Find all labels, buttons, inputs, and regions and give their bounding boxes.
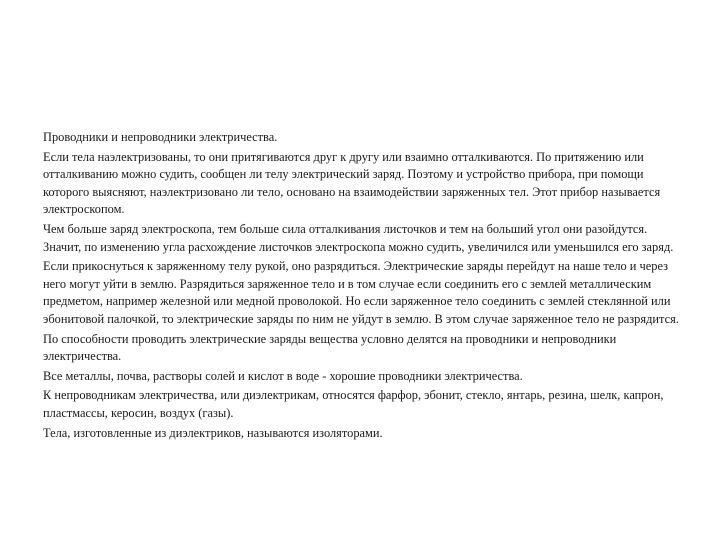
document-title-line: Проводники и непроводники электричества. bbox=[43, 130, 278, 144]
paragraph-discharge: Если прикоснуться к заряженному телу рукой, оно разрядиться. Электрические заряды перейдут на наше тело и через него могут уйти в землю. Разрядиться заряженное тело и в том случае если соединить его с землей металлическим предметом, например железной или медной проволокой. Но если заряженное тело соединить с землей стеклянной или эбонитовой палочкой, то электрические заряды по ним не уйдут в землю. В этом случае заряженное тело не разрядится. bbox=[43, 259, 679, 326]
paragraph-electroscope-charge: Чем больше заряд электроскопа, тем больше сила отталкивания листочков и тем на больший угол они разойдутся. Значит, по изменению угла расхождение листочков электроскопа можно судить, увеличился или уменьшился его заряд. bbox=[43, 221, 674, 254]
paragraph-insulators: Тела, изготовленные из диэлектриков, называются изоляторами. bbox=[43, 425, 383, 440]
paragraph-classification: По способности проводить электрические заряды вещества условно делятся на проводники и непроводники электричества. bbox=[43, 331, 617, 364]
document-body bbox=[43, 129, 683, 444]
paragraph-conductors: Все металлы, почва, растворы солей и кислот в воде - хорошие проводники электричества. bbox=[43, 368, 523, 383]
paragraph-dielectrics: К непроводникам электричества, или диэлектрикам, относятся фарфор, эбонит, стекло, янтарь, резина, шелк, капрон, пластмассы, керосин, воздух (газы). bbox=[43, 388, 664, 420]
paragraph-electrification: Если тела наэлектризованы, то они притягиваются друг к другу или взаимно отталкиваются. По притяжению или отталкиванию можно судить, сообщен ли телу электрический заряд. Поэтому и устройство прибора, при помощи которого выясняют, наэлектризовано ли тело, основано на взаимодействии заряженных тел. Этот прибор называется электроскопом. bbox=[43, 149, 661, 217]
